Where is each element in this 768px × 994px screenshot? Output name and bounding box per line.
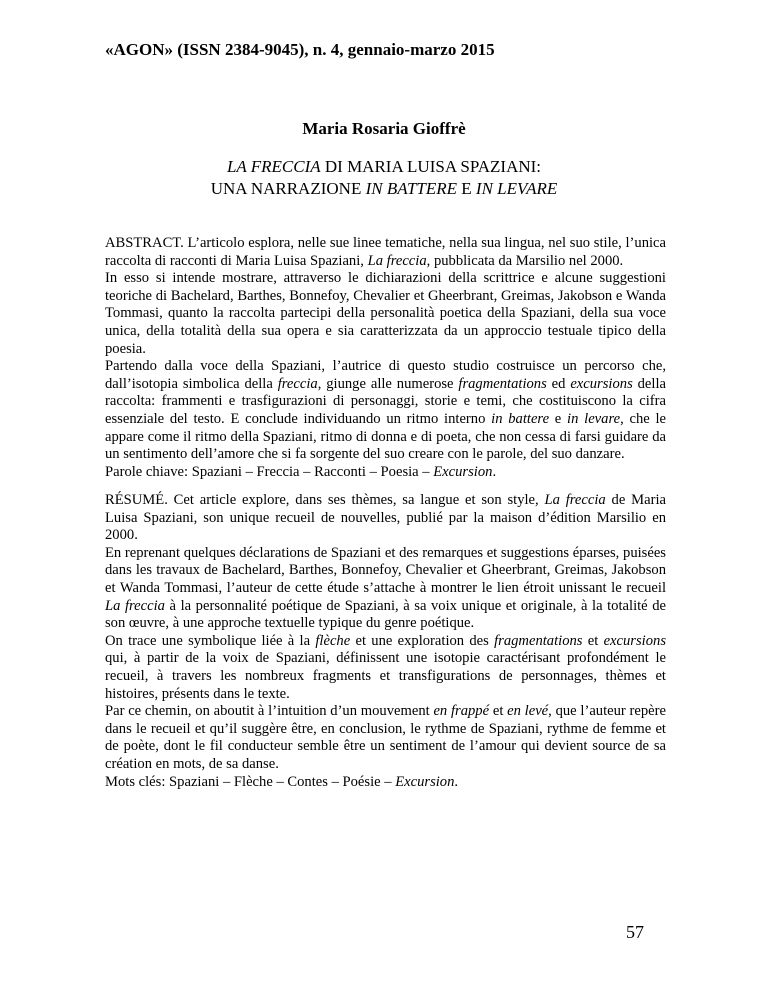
italic-run: freccia: [277, 375, 318, 392]
italic-run: in levare: [567, 410, 621, 427]
abstract-paragraph: [105, 235, 666, 270]
text-run: à la personnalité poétique de Spaziani, à sa voix unique et originale, à la totalité de son œuvre, à une approche textuelle typique du genre poétique.: [105, 597, 666, 632]
text-run: Partendo dalla voce della Spaziani, l’autrice di questo studio costruisce un percorso che, dall’isotopia simbolica della: [105, 358, 666, 392]
keywords-line: [105, 464, 666, 482]
title-line-2: [0, 178, 768, 200]
text-run: , pubblicata da Marsilio nel 2000.: [426, 252, 624, 269]
text-run: et: [582, 632, 604, 649]
italic-run: excursions: [570, 375, 633, 392]
page-number: 57: [626, 922, 644, 942]
author-name: Maria Rosaria Gioffrè: [302, 119, 466, 138]
title-text: DI MARIA LUISA SPAZIANI:: [320, 157, 542, 176]
italic-run: excursions: [603, 632, 666, 649]
abstract-paragraph: [105, 492, 666, 545]
text-run: , che le appare come il ritmo della Spaziani, ritmo di donna e di poeta, che non cessa di farsi guidare da un sentimento dell’amore che si fa sorgente del suo creare con le parole, del suo danzare.: [105, 410, 667, 463]
abstract-paragraph: [105, 703, 666, 773]
italic-run: Excursion: [433, 463, 493, 480]
article-title: [0, 156, 768, 200]
italic-run: in battere: [491, 410, 550, 427]
text-run: et une exploration des: [350, 632, 495, 649]
text-run: RÉSUMÉ. Cet article explore, dans ses thèmes, sa langue et son style,: [105, 492, 545, 508]
text-run: qui, à partir de la voix de Spaziani, définissent une isotopie caractérisant profondément le recueil, à travers les nombreux fragments et transfigurations de personnages, thèmes et histoires, présents dans le texte.: [105, 650, 666, 702]
italic-run: La freccia: [105, 597, 165, 614]
text-run: .: [454, 773, 459, 790]
text-run: et: [489, 703, 508, 720]
text-run: Mots clés: Spaziani – Flèche – Contes – Poésie –: [105, 773, 396, 790]
text-run: , giunge alle numerose: [317, 375, 459, 392]
text-run: Parole chiave: Spaziani – Freccia – Racconti – Poesia –: [105, 463, 434, 480]
italic-run: flèche: [315, 632, 351, 649]
title-italic: IN BATTERE: [365, 179, 458, 198]
title-italic: IN LEVARE: [475, 179, 558, 198]
abstract-paragraph: In esso si intende mostrare, attraverso le dichiarazioni della scrittrice e alcune suggestioni teoriche di Bachelard, Barthes, Bonnefoy, Chevalier et Gheerbrant, Greimas, Jakobson e Wanda Tommasi, quanto la raccolta partecipi della personalità poetica della Spaziani, della sua voce unica, della totalità della sua opera e sia caratterizzata da un approccio testuale tipico della poesia.: [105, 270, 666, 357]
abstract-italian: [105, 235, 666, 481]
keywords-line: [105, 774, 666, 792]
italic-run: fragmentations: [458, 375, 547, 392]
text-run: ed: [546, 375, 571, 392]
title-line-1: [0, 156, 768, 178]
italic-run: fragmentations: [494, 632, 583, 649]
text-run: ABSTRACT. L’articolo esplora, nelle sue linee tematiche, nella sua lingua, nel suo stile, l’unica raccolta di racconti di Maria Luisa Spaziani,: [105, 235, 666, 269]
italic-run: La freccia: [367, 252, 427, 269]
text-run: En reprenant quelques déclarations de Spaziani et des remarques et suggestions éparses, puisées dans les travaux de Bachelard, Barthes, Bonnefoy, Chevalier et Gheerbrant, Greimas, Jakobson et Wanda Tommasi, l’auteur de cette étude s’attache à montrer le lien étroit unissant le recueil: [105, 544, 666, 596]
abstract-french: [105, 492, 666, 791]
italic-run: La freccia: [544, 492, 606, 508]
journal-header: «AGON» (ISSN 2384-9045), n. 4, gennaio-marzo 2015: [105, 40, 495, 59]
text-run: On trace une symbolique liée à la: [105, 632, 316, 649]
text-run: Par ce chemin, on aboutit à l’intuition d’un mouvement: [105, 703, 434, 720]
text-run: de Maria Luisa Spaziani, son unique recueil de nouvelles, publié par la maison d’édition Marsilio en 2000.: [105, 492, 666, 544]
title-text: E: [457, 179, 476, 198]
text-run: , que l’auteur repère dans le recueil et qu’il suggère être, en conclusion, le rythme de Spaziani, rythme de femme et de poète, dont le fil conducteur semble être un sentiment de l’amour qui devient source de sa création en mots, de sa danse.: [105, 703, 666, 772]
italic-run: Excursion: [395, 773, 455, 790]
italic-run: en frappé: [433, 703, 490, 720]
title-text: UNA NARRAZIONE: [210, 179, 366, 198]
abstract-paragraph: [105, 633, 666, 703]
text-run: .: [492, 463, 497, 480]
abstract-paragraph: [105, 545, 666, 633]
text-run: e: [549, 410, 568, 427]
abstract-paragraph: [105, 358, 666, 464]
italic-run: en levé: [507, 703, 549, 720]
title-italic-la-freccia: LA FRECCIA: [226, 157, 321, 176]
text-run: della raccolta: frammenti e trasfigurazioni di personaggi, storie e temi, che costituiscono la cifra essenziale del testo. E conclude individuando un ritmo interno: [105, 375, 666, 427]
